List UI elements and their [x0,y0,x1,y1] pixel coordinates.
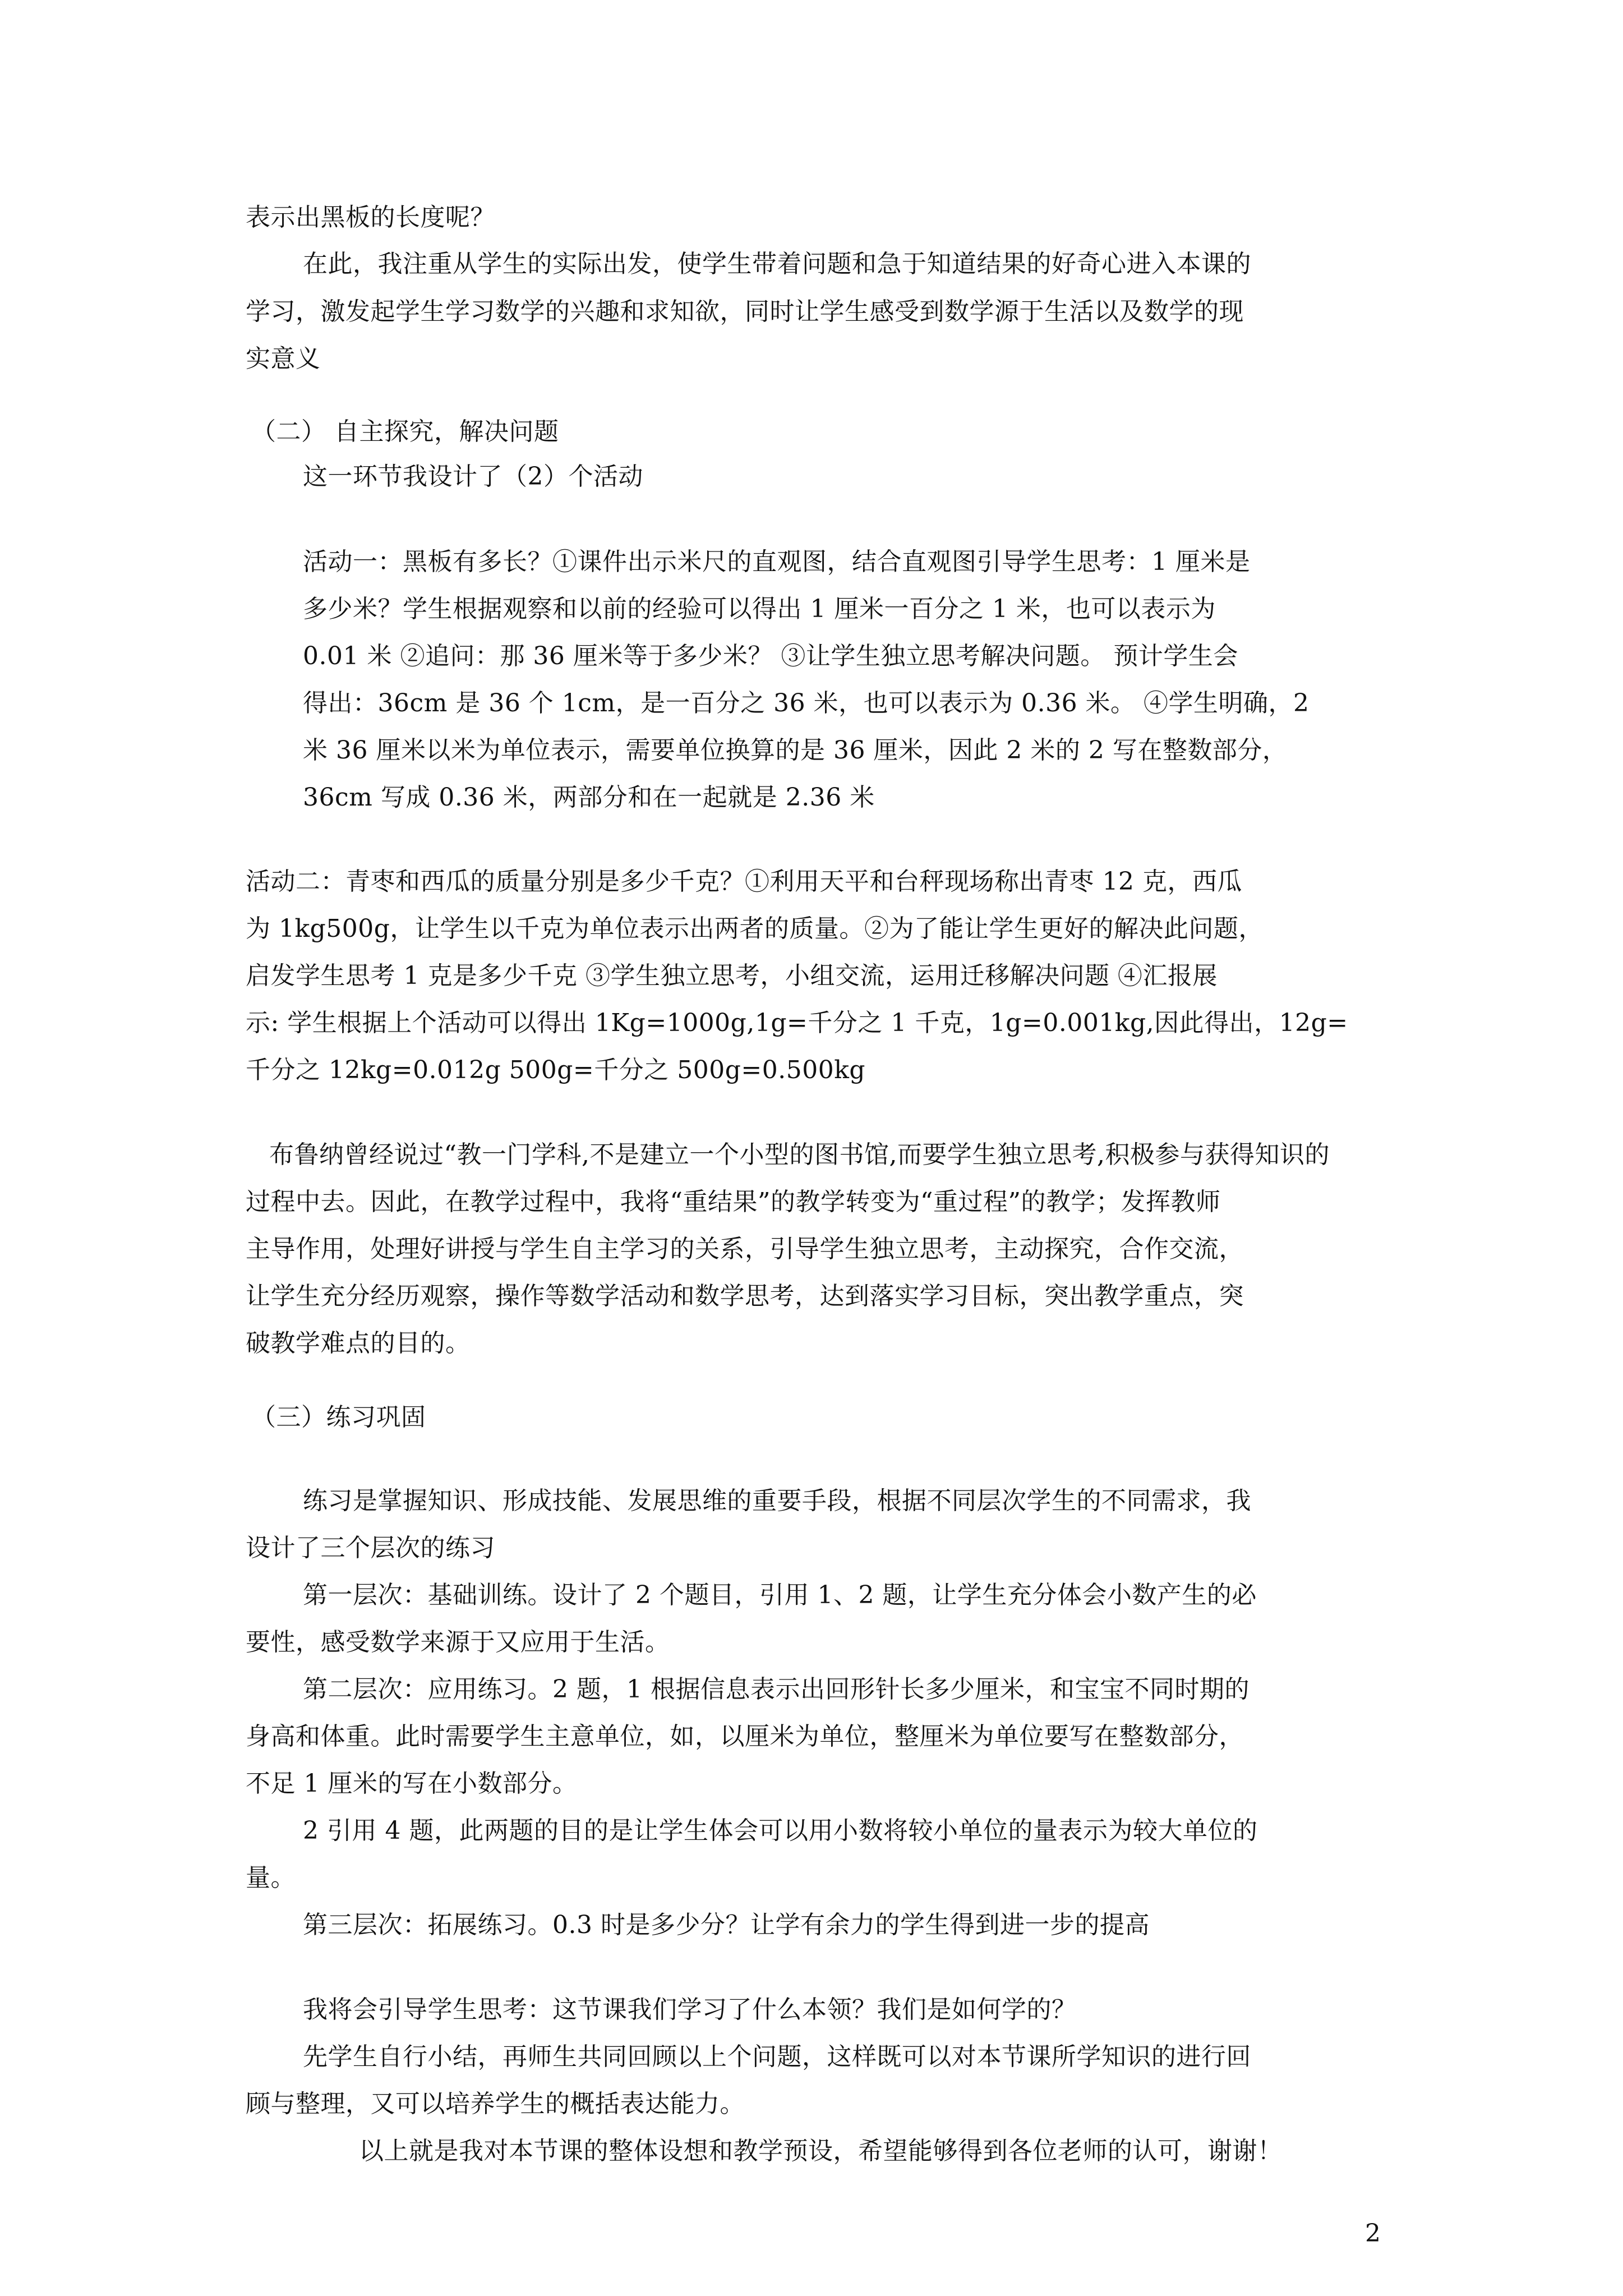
quote-line: 主导作用，处理好讲授与学生自主学习的关系，引导学生独立思考，主动探究，合作交流， [246,1235,1244,1263]
activity-2-line: 启发学生思考 1 克是多少千克 ③学生独立思考，小组交流，运用迁移解决问题 ④汇报展 [246,961,1218,990]
section-2-heading: （二） 自主探究，解决问题 [251,417,559,446]
activity-1-line: 多少米？学生根据观察和以前的经验可以得出 1 厘米一百分之 1 米，也可以表示为 [303,595,1216,623]
intro-line-1: 表示出黑板的长度呢？ [246,203,495,232]
quote-line: 布鲁纳曾经说过“教一门学科,不是建立一个小型的图书馆,而要学生独立思考,积极参与获得知识的 [269,1140,1330,1169]
summary-line: 顾与整理，又可以培养学生的概括表达能力。 [246,2090,745,2118]
summary-line: 先学生自行小结，再师生共同回顾以上个问题，这样既可以对本节课所学知识的进行回 [303,2042,1251,2071]
practice-line: 2 引用 4 题，此两题的目的是让学生体会可以用小数将较小单位的量表示为较大单位的 [303,1816,1258,1845]
practice-line: 练习是掌握知识、形成技能、发展思维的重要手段，根据不同层次学生的不同需求，我 [303,1487,1251,1515]
activity-2-line: 示: 学生根据上个活动可以得出 1Kg=1000g,1g=千分之 1 千克，1g=0.001kg,因此得出，12g= [246,1009,1348,1037]
activity-1-line: 得出：36cm 是 36 个 1cm，是一百分之 36 米，也可以表示为 0.36 米。 ④学生明确，2 [303,689,1310,717]
section-2-intro: 这一环节我设计了（2）个活动 [303,462,643,491]
practice-line: 量。 [246,1864,296,1892]
activity-1-line: 活动一：黑板有多长？①课件出示米尺的直观图，结合直观图引导学生思考：1 厘米是 [303,547,1251,576]
activity-1-line: 米 36 厘米以米为单位表示，需要单位换算的是 36 厘米，因此 2 米的 2 写在整数部分， [303,736,1288,765]
summary-line: 我将会引导学生思考：这节课我们学习了什么本领？我们是如何学的？ [303,1995,1077,2024]
practice-line: 身高和体重。此时需要学生主意单位，如，以厘米为单位，整厘米为单位要写在整数部分， [246,1722,1244,1751]
activity-2-line: 为 1kg500g，让学生以千克为单位表示出两者的质量。②为了能让学生更好的解决此问题， [246,914,1264,943]
practice-line: 第二层次：应用练习。2 题，1 根据信息表示出回形针长多少厘米，和宝宝不同时期的 [303,1675,1249,1704]
activity-1-line: 0.01 米 ②追问：那 36 厘米等于多少米？ ③让学生独立思考解决问题。 预计学生会 [303,642,1238,670]
practice-line: 不足 1 厘米的写在小数部分。 [246,1769,578,1798]
activity-1-line: 36cm 写成 0.36 米，两部分和在一起就是 2.36 米 [303,783,875,812]
activity-2-line: 活动二：青枣和西瓜的质量分别是多少千克？①利用天平和台秤现场称出青枣 12 克，西瓜 [246,867,1242,896]
quote-line: 过程中去。因此，在教学过程中，我将“重结果”的教学转变为“重过程”的教学；发挥教师 [246,1188,1221,1216]
intro-line-4: 实意义 [246,344,321,373]
summary-line: 以上就是我对本节课的整体设想和教学预设，希望能够得到各位老师的认可，谢谢！ [359,2137,1283,2165]
activity-2-line: 千分之 12kg=0.012g 500g=千分之 500g=0.500kg [246,1056,866,1084]
quote-line: 让学生充分经历观察，操作等数学活动和数学思考，达到落实学习目标，突出教学重点，突 [246,1282,1244,1310]
intro-line-2: 在此，我注重从学生的实际出发，使学生带着问题和急于知道结果的好奇心进入本课的 [303,250,1251,278]
section-3-heading: （三）练习巩固 [251,1403,426,1432]
intro-line-3: 学习，激发起学生学习数学的兴趣和求知欲，同时让学生感受到数学源于生活以及数学的现 [246,297,1244,326]
practice-line: 要性，感受数学来源于又应用于生活。 [246,1628,670,1657]
practice-line: 第三层次：拓展练习。0.3 时是多少分？让学有余力的学生得到进一步的提高 [303,1911,1150,1939]
page-number: 2 [1365,2219,1381,2248]
practice-line: 设计了三个层次的练习 [246,1534,495,1562]
practice-line: 第一层次：基础训练。设计了 2 个题目，引用 1、2 题，让学生充分体会小数产生的必 [303,1581,1257,1609]
quote-line: 破教学难点的目的。 [246,1329,471,1358]
